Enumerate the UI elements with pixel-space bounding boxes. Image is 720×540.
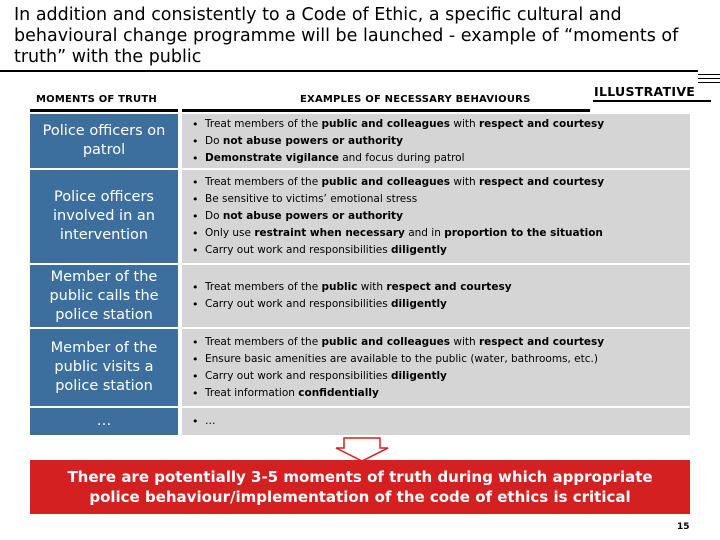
behaviour-emphasis: confidentially xyxy=(298,386,379,399)
corner-tick xyxy=(698,78,720,79)
behaviours-cell xyxy=(182,114,690,168)
behaviour-emphasis: not abuse powers or authority xyxy=(222,210,403,222)
behaviour-text: Treat members of the xyxy=(205,335,322,348)
moment-cell xyxy=(30,170,178,263)
behaviours-cell xyxy=(182,170,690,263)
behaviour-text: with xyxy=(450,176,479,188)
behaviour-text: with xyxy=(357,281,387,293)
behaviour-text: Treat information xyxy=(205,386,299,399)
behaviour-text: Only use xyxy=(205,227,255,239)
behaviour-emphasis: public and colleagues xyxy=(321,176,451,188)
behaviour-item xyxy=(192,208,604,225)
behaviour-list xyxy=(182,279,512,313)
moment-label: Member of the public visits a police station xyxy=(50,340,158,394)
behaviour-text: Carry out work and responsibilities xyxy=(205,244,392,256)
title-divider xyxy=(0,70,698,72)
behaviour-emphasis: public and colleagues xyxy=(321,335,451,348)
illustrative-underline xyxy=(593,100,711,102)
behaviour-text: Treat members of the xyxy=(205,117,322,130)
behaviours-cell xyxy=(182,329,690,406)
behaviours-cell xyxy=(182,408,690,435)
moments-header: MOMENTS OF TRUTH xyxy=(36,94,157,105)
behaviour-text: with xyxy=(450,335,479,348)
behaviour-text: with xyxy=(450,117,479,130)
table-row xyxy=(30,114,690,168)
behaviour-text: Carry out work and responsibilities xyxy=(205,298,392,310)
behaviour-text: Carry out work and responsibilities xyxy=(205,369,392,382)
behaviour-text: Ensure basic amenities are available to the public (water, bathrooms, etc.) xyxy=(205,352,598,365)
behaviour-item xyxy=(192,334,604,351)
moment-label: … xyxy=(96,413,112,429)
behaviour-emphasis: respect and courtesy xyxy=(478,335,605,348)
behaviour-list xyxy=(182,413,216,430)
behaviour-text: Do xyxy=(205,134,223,147)
behaviour-text: and focus during patrol xyxy=(338,151,465,164)
behaviour-item xyxy=(192,368,604,385)
table-row xyxy=(30,408,690,435)
behaviour-text: Treat members of the xyxy=(205,176,322,188)
behaviour-emphasis: diligently xyxy=(391,298,447,310)
behaviour-emphasis: respect and courtesy xyxy=(478,176,605,188)
table-row xyxy=(30,329,690,406)
examples-header-rule xyxy=(182,109,590,112)
corner-tick xyxy=(698,82,720,83)
examples-header: EXAMPLES OF NECESSARY BEHAVIOURS xyxy=(300,94,531,105)
corner-tick xyxy=(698,74,720,75)
moment-label: Member of the public calls the police station xyxy=(49,268,159,323)
behaviour-item xyxy=(192,225,604,242)
page-number: 15 xyxy=(677,522,690,532)
behaviour-item xyxy=(192,191,604,208)
down-arrow-icon xyxy=(334,436,390,462)
behaviour-emphasis: Demonstrate vigilance xyxy=(205,151,339,164)
behaviour-item xyxy=(192,174,604,191)
behaviour-emphasis: proportion to the situation xyxy=(444,227,603,239)
behaviour-list xyxy=(182,174,604,259)
table-row xyxy=(30,170,690,263)
behaviour-item xyxy=(192,150,604,167)
behaviour-emphasis: restraint when necessary xyxy=(254,227,405,239)
behaviour-emphasis: not abuse powers or authority xyxy=(222,134,403,147)
moment-cell xyxy=(30,265,178,327)
slide-title: In addition and consistently to a Code of Ethic, a specific cultural and behavioural change programme will be launched - example of “moments of truth” with the public xyxy=(14,5,679,67)
moment-label: Police officers involved in an intervention xyxy=(53,189,155,243)
behaviour-text: and in xyxy=(404,227,445,239)
behaviour-emphasis: respect and courtesy xyxy=(386,281,512,293)
behaviour-item xyxy=(192,116,604,133)
behaviour-text: Be sensitive to victims’ emotional stress xyxy=(205,193,418,205)
behaviour-item xyxy=(192,279,512,296)
behaviour-emphasis: diligently xyxy=(391,244,447,256)
behaviour-item xyxy=(192,296,512,313)
behaviour-text: Treat members of the xyxy=(205,281,322,293)
moment-cell xyxy=(30,408,178,435)
behaviour-list xyxy=(182,116,604,167)
behaviour-emphasis: respect and courtesy xyxy=(478,117,605,130)
moment-cell xyxy=(30,329,178,406)
moment-cell xyxy=(30,114,178,168)
conclusion-banner xyxy=(30,460,690,514)
table-row xyxy=(30,265,690,327)
behaviour-item xyxy=(192,385,604,402)
conclusion-text: There are potentially 3-5 moments of truth during which appropriate police behaviour/implementation of the code of ethics is critical xyxy=(67,468,653,506)
illustrative-label: ILLUSTRATIVE xyxy=(594,84,696,99)
behaviour-emphasis: public xyxy=(321,281,358,293)
behaviour-text: … xyxy=(205,415,216,427)
behaviour-item xyxy=(192,413,216,430)
behaviour-emphasis: public and colleagues xyxy=(321,117,451,130)
behaviour-item xyxy=(192,351,604,368)
behaviour-list xyxy=(182,334,604,402)
down-arrow-shape xyxy=(336,438,388,461)
behaviours-cell xyxy=(182,265,690,327)
behaviour-emphasis: diligently xyxy=(391,369,447,382)
moments-header-rule xyxy=(30,109,178,112)
behaviour-item xyxy=(192,133,604,150)
moment-label: Police officers on patrol xyxy=(42,123,166,158)
behaviour-item xyxy=(192,242,604,259)
behaviour-text: Do xyxy=(205,210,223,222)
